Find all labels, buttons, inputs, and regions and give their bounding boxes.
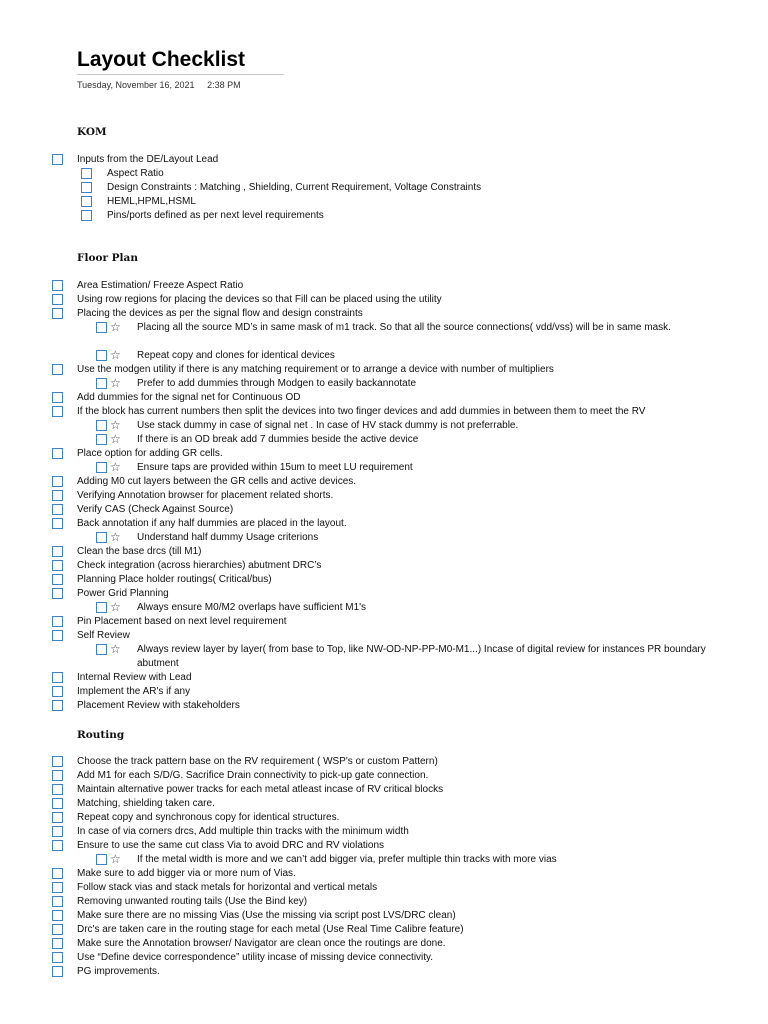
item-text: Clean the base drcs (till M1) [77,546,202,557]
title-divider [77,74,284,75]
star-icon[interactable]: ☆ [110,348,121,362]
item-text: Placement Review with stakeholders [77,700,240,711]
checkbox-icon[interactable] [52,966,63,977]
date-text: Tuesday, November 16, 2021 [77,80,195,90]
item-text: If the metal width is more and we can’t add bigger via, prefer multiple thin tracks with more vias [137,854,557,865]
checkbox-icon[interactable] [96,602,107,613]
item-text: Make sure the Annotation browser/ Navigator are clean once the routings are done. [77,938,446,949]
item-text: Inputs from the DE/Layout Lead [77,154,219,165]
checkbox-icon[interactable] [52,672,63,683]
item-text: Using row regions for placing the devices so that Fill can be placed using the utility [77,294,442,305]
checkbox-icon[interactable] [96,434,107,445]
item-text: Placing the devices as per the signal flow and design constraints [77,308,363,319]
item-text: Pins/ports defined as per next level requirements [107,210,324,221]
checkbox-icon[interactable] [96,854,107,865]
section-heading-routing: Routing [77,729,125,741]
item-text: PG improvements. [77,966,160,977]
checkbox-icon[interactable] [52,686,63,697]
item-text: Ensure to use the same cut class Via to avoid DRC and RV violations [77,840,385,851]
checkbox-icon[interactable] [52,574,63,585]
star-icon[interactable]: ☆ [110,376,121,390]
item-text: Use stack dummy in case of signal net . In case of HV stack dummy is not preferrable. [137,420,519,431]
checkbox-icon[interactable] [52,546,63,557]
checkbox-icon[interactable] [52,490,63,501]
checkbox-icon[interactable] [52,924,63,935]
checkbox-icon[interactable] [52,294,63,305]
checkbox-icon[interactable] [52,588,63,599]
checkbox-icon[interactable] [81,168,92,179]
item-text: Repeat copy and synchronous copy for identical structures. [77,812,340,823]
checkbox-icon[interactable] [52,840,63,851]
checkbox-icon[interactable] [96,420,107,431]
item-text: Understand half dummy Usage criterions [137,532,319,543]
item-text: Removing unwanted routing tails (Use the Bind key) [77,896,308,907]
item-text: Choose the track pattern base on the RV requirement ( WSP's or custom Pattern) [77,756,438,767]
item-text: Prefer to add dummies through Modgen to easily backannotate [137,378,417,389]
item-text: Adding M0 cut layers between the GR cells and active devices. [77,476,357,487]
section-heading-kom: KOM [77,126,107,138]
item-text: If there is an OD break add 7 dummies beside the active device [137,434,419,445]
checkbox-icon[interactable] [52,826,63,837]
item-text: In case of via corners drcs, Add multiple thin tracks with the minimum width [77,826,409,837]
checkbox-icon[interactable] [52,700,63,711]
checkbox-icon[interactable] [52,784,63,795]
checkbox-icon[interactable] [52,476,63,487]
checkbox-icon[interactable] [52,812,63,823]
checkbox-icon[interactable] [52,630,63,641]
item-text: Maintain alternative power tracks for each metal atleast incase of RV critical blocks [77,784,444,795]
item-text: Use “Define device correspondence” utility incase of missing device connectivity. [77,952,434,963]
star-icon[interactable]: ☆ [110,600,121,614]
page-title: Layout Checklist [77,48,246,71]
star-icon[interactable]: ☆ [110,432,121,446]
checkbox-icon[interactable] [96,462,107,473]
item-text: Make sure to add bigger via or more num of Vias. [77,868,296,879]
checkbox-icon[interactable] [52,616,63,627]
item-text: Implement the AR's if any [77,686,191,697]
item-text: Repeat copy and clones for identical devices [137,350,335,361]
item-text: Check integration (across hierarchies) abutment DRC’s [77,560,322,571]
item-text: Placing all the source MD’s in same mask of m1 track. So that all the source connections( vdd/vss) will be in same mask. [137,322,671,333]
item-text: Pin Placement based on next level requirement [77,616,287,627]
item-text: Ensure taps are provided within 15um to meet LU requirement [137,462,413,473]
item-text: Add M1 for each S/D/G. Sacrifice Drain connectivity to pick-up gate connection. [77,770,429,781]
checkbox-icon[interactable] [52,448,63,459]
star-icon[interactable]: ☆ [110,642,121,656]
star-icon[interactable]: ☆ [110,320,121,334]
checkbox-icon[interactable] [96,350,107,361]
item-text: Verifying Annotation browser for placement related shorts. [77,490,334,501]
star-icon[interactable]: ☆ [110,418,121,432]
star-icon[interactable]: ☆ [110,852,121,866]
checkbox-icon[interactable] [81,182,92,193]
checkbox-icon[interactable] [81,210,92,221]
star-icon[interactable]: ☆ [110,460,121,474]
checkbox-icon[interactable] [52,364,63,375]
item-text: Add dummies for the signal net for Continuous OD [77,392,301,403]
item-text: Place option for adding GR cells. [77,448,223,459]
checkbox-icon[interactable] [96,644,107,655]
checkbox-icon[interactable] [96,378,107,389]
item-text: Make sure there are no missing Vias (Use the missing via script post LVS/DRC clean) [77,910,456,921]
checkbox-icon[interactable] [52,392,63,403]
checkbox-icon[interactable] [96,532,107,543]
item-text: Planning Place holder routings( Critical/bus) [77,574,272,585]
checkbox-icon[interactable] [52,560,63,571]
page-date [77,80,241,90]
checkbox-icon[interactable] [81,196,92,207]
checkbox-icon[interactable] [52,896,63,907]
item-text: Verify CAS (Check Against Source) [77,504,234,515]
item-text: Matching, shielding taken care. [77,798,215,809]
checkbox-icon[interactable] [52,882,63,893]
checkbox-icon[interactable] [52,938,63,949]
checkbox-icon[interactable] [52,504,63,515]
item-text: Back annotation if any half dummies are placed in the layout. [77,518,347,529]
checkbox-icon[interactable] [52,868,63,879]
item-text: Aspect Ratio [107,168,164,179]
checkbox-icon[interactable] [52,154,63,165]
checkbox-icon[interactable] [52,756,63,767]
item-text: Always review layer by layer( from base to Top, like NW-OD-NP-PP-M0-M1...) Incase of digital review for instances PR boundary abutment [137,644,706,669]
checkbox-icon[interactable] [52,910,63,921]
star-icon[interactable]: ☆ [110,530,121,544]
section-heading-floor-plan: Floor Plan [77,252,138,264]
checkbox-icon[interactable] [96,322,107,333]
item-text: Self Review [77,630,130,641]
checkbox-icon[interactable] [52,308,63,319]
item-text: Always ensure M0/M2 overlaps have sufficient M1's [137,602,367,613]
checkbox-icon[interactable] [52,770,63,781]
item-text: Area Estimation/ Freeze Aspect Ratio [77,280,244,291]
checkbox-icon[interactable] [52,798,63,809]
item-text: Follow stack vias and stack metals for horizontal and vertical metals [77,882,378,893]
checkbox-icon[interactable] [52,952,63,963]
item-text: If the block has current numbers then split the devices into two finger devices and add dummies in between them to meet the RV [77,406,646,417]
item-text: Internal Review with Lead [77,672,192,683]
checkbox-icon[interactable] [52,518,63,529]
checkbox-icon[interactable] [52,280,63,291]
checkbox-icon[interactable] [52,406,63,417]
item-text: Design Constraints : Matching , Shielding, Current Requirement, Voltage Constraints [107,182,482,193]
item-text: Drc's are taken care in the routing stage for each metal (Use Real Time Calibre feature) [77,924,464,935]
item-text: HEML,HPML,HSML [107,196,196,207]
item-text: Power Grid Planning [77,588,169,599]
time-text: 2:38 PM [207,80,241,90]
item-text: Use the modgen utility if there is any matching requirement or to arrange a device with number of multipliers [77,364,554,375]
